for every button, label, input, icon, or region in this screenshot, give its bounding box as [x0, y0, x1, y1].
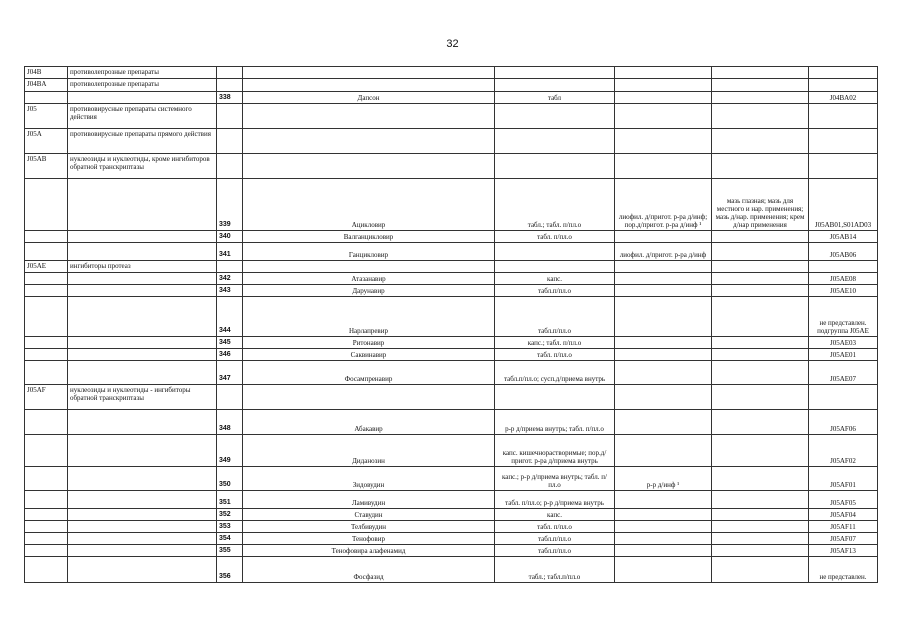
atc-code: J05AB14	[809, 231, 878, 243]
dosage-form-injection	[615, 557, 712, 583]
dosage-form-topical	[712, 261, 809, 273]
atc-group-name: нуклеозиды и нуклеотиды, кроме ингибиторов обратной транскриптазы	[68, 154, 217, 179]
atc-group-code	[25, 545, 68, 557]
drug-name: Ритонавир	[243, 337, 495, 349]
drug-name: Абакавир	[243, 410, 495, 435]
group-row	[25, 385, 878, 410]
dosage-form-topical	[712, 361, 809, 385]
dosage-form-injection	[615, 67, 712, 79]
drug-row	[25, 491, 878, 509]
atc-code: J05AE01	[809, 349, 878, 361]
row-number: 345	[217, 337, 243, 349]
dosage-form-oral	[495, 385, 615, 410]
drug-name: Диданозин	[243, 435, 495, 467]
atc-code: не представлен. подгруппа J05AE	[809, 297, 878, 337]
dosage-form-injection	[615, 385, 712, 410]
atc-group-code	[25, 231, 68, 243]
dosage-form-topical	[712, 435, 809, 467]
drug-name: Тенофовир	[243, 533, 495, 545]
dosage-form-oral: капс.; табл. п/пл.о	[495, 337, 615, 349]
row-number: 348	[217, 410, 243, 435]
drug-row	[25, 297, 878, 337]
atc-group-code: J04B	[25, 67, 68, 79]
atc-code	[809, 67, 878, 79]
dosage-form-topical	[712, 285, 809, 297]
atc-group-code	[25, 297, 68, 337]
drug-row	[25, 361, 878, 385]
drug-row	[25, 231, 878, 243]
drug-row	[25, 410, 878, 435]
dosage-form-topical	[712, 243, 809, 261]
atc-group-code	[25, 349, 68, 361]
dosage-form-oral	[495, 154, 615, 179]
dosage-form-injection	[615, 361, 712, 385]
dosage-form-oral: табл.; табл. п/пл.о	[495, 179, 615, 231]
atc-code: J05AE08	[809, 273, 878, 285]
atc-code	[809, 261, 878, 273]
drug-row	[25, 273, 878, 285]
atc-group-code	[25, 243, 68, 261]
row-number	[217, 79, 243, 92]
atc-group-code	[25, 92, 68, 104]
dosage-form-injection	[615, 154, 712, 179]
dosage-form-oral	[495, 129, 615, 154]
dosage-form-topical	[712, 533, 809, 545]
dosage-form-oral: капс. кишечнорастворимые; пор.д/пригот. р-ра д/приема внутрь	[495, 435, 615, 467]
row-number: 340	[217, 231, 243, 243]
drug-row	[25, 285, 878, 297]
atc-group-name	[68, 243, 217, 261]
row-number: 350	[217, 467, 243, 491]
dosage-form-oral	[495, 79, 615, 92]
dosage-form-topical	[712, 92, 809, 104]
dosage-form-oral: табл.; табл.п/пл.о	[495, 557, 615, 583]
group-row	[25, 67, 878, 79]
atc-group-code	[25, 467, 68, 491]
row-number	[217, 129, 243, 154]
group-row	[25, 154, 878, 179]
dosage-form-oral: табл.п/пл.о	[495, 297, 615, 337]
drug-name: Саквинавир	[243, 349, 495, 361]
atc-group-code	[25, 337, 68, 349]
drug-name	[243, 104, 495, 129]
drug-name: Ламивудин	[243, 491, 495, 509]
dosage-form-topical	[712, 104, 809, 129]
atc-group-name	[68, 557, 217, 583]
drug-row	[25, 521, 878, 533]
drug-name	[243, 261, 495, 273]
atc-group-code: J05AF	[25, 385, 68, 410]
group-row	[25, 104, 878, 129]
dosage-form-injection	[615, 349, 712, 361]
atc-group-name	[68, 179, 217, 231]
dosage-form-oral: табл.п/пл.о	[495, 545, 615, 557]
atc-group-code: J05A	[25, 129, 68, 154]
dosage-form-topical	[712, 129, 809, 154]
row-number: 353	[217, 521, 243, 533]
row-number	[217, 154, 243, 179]
dosage-form-injection: р-р д/инф ¹	[615, 467, 712, 491]
atc-group-name	[68, 297, 217, 337]
atc-code: J05AF05	[809, 491, 878, 509]
drug-name: Ганцикловир	[243, 243, 495, 261]
drug-row	[25, 179, 878, 231]
dosage-form-oral: табл.п/пл.о; сусп.д/приема внутрь	[495, 361, 615, 385]
row-number	[217, 261, 243, 273]
row-number: 341	[217, 243, 243, 261]
drug-row	[25, 92, 878, 104]
dosage-form-topical	[712, 557, 809, 583]
row-number: 349	[217, 435, 243, 467]
dosage-form-topical	[712, 79, 809, 92]
row-number: 346	[217, 349, 243, 361]
atc-group-name	[68, 349, 217, 361]
row-number: 352	[217, 509, 243, 521]
atc-group-name	[68, 285, 217, 297]
drug-row	[25, 545, 878, 557]
atc-group-name	[68, 435, 217, 467]
atc-code: J05AF13	[809, 545, 878, 557]
atc-code: J05AE10	[809, 285, 878, 297]
atc-group-name	[68, 491, 217, 509]
dosage-form-injection	[615, 273, 712, 285]
atc-group-name: нуклеозиды и нуклеотиды - ингибиторы обратной транскриптазы	[68, 385, 217, 410]
dosage-form-injection	[615, 521, 712, 533]
dosage-form-injection	[615, 231, 712, 243]
dosage-form-oral: табл. п/пл.о	[495, 231, 615, 243]
drug-name: Зидовудин	[243, 467, 495, 491]
dosage-form-oral: капс.	[495, 509, 615, 521]
atc-group-name	[68, 231, 217, 243]
atc-group-code	[25, 509, 68, 521]
atc-group-code	[25, 361, 68, 385]
atc-code: J05AF07	[809, 533, 878, 545]
drug-row	[25, 533, 878, 545]
dosage-form-topical: мазь глазная; мазь для местного и нар. применения; мазь д/нар. применения; крем д/нар применения	[712, 179, 809, 231]
atc-group-code	[25, 435, 68, 467]
atc-code	[809, 129, 878, 154]
drug-name: Дарунавир	[243, 285, 495, 297]
atc-group-name: противолепрозные препараты	[68, 67, 217, 79]
drug-name: Фосампренавир	[243, 361, 495, 385]
dosage-form-injection	[615, 297, 712, 337]
row-number: 356	[217, 557, 243, 583]
atc-group-code	[25, 557, 68, 583]
atc-code	[809, 79, 878, 92]
dosage-form-oral: табл. п/пл.о; р-р д/приема внутрь	[495, 491, 615, 509]
atc-code: J05AF06	[809, 410, 878, 435]
dosage-form-topical	[712, 154, 809, 179]
dosage-form-oral: табл. п/пл.о	[495, 349, 615, 361]
atc-group-name: противолепрозные препараты	[68, 79, 217, 92]
dosage-form-injection	[615, 79, 712, 92]
dosage-form-oral	[495, 104, 615, 129]
dosage-form-injection	[615, 104, 712, 129]
dosage-form-topical	[712, 297, 809, 337]
row-number: 354	[217, 533, 243, 545]
atc-group-name	[68, 545, 217, 557]
dosage-form-oral: табл. п/пл.о	[495, 521, 615, 533]
dosage-form-topical	[712, 545, 809, 557]
dosage-form-injection	[615, 545, 712, 557]
drug-name: Фосфазид	[243, 557, 495, 583]
atc-group-code	[25, 179, 68, 231]
row-number: 347	[217, 361, 243, 385]
drug-row	[25, 349, 878, 361]
dosage-form-oral	[495, 261, 615, 273]
dosage-form-oral	[495, 67, 615, 79]
atc-code: J05AF01	[809, 467, 878, 491]
drug-row	[25, 337, 878, 349]
atc-group-name	[68, 410, 217, 435]
row-number: 343	[217, 285, 243, 297]
dosage-form-topical	[712, 67, 809, 79]
row-number: 338	[217, 92, 243, 104]
atc-code: J05AF02	[809, 435, 878, 467]
dosage-form-injection	[615, 285, 712, 297]
atc-group-name	[68, 521, 217, 533]
drug-name	[243, 154, 495, 179]
dosage-form-oral: табл.п/пл.о	[495, 533, 615, 545]
group-row	[25, 79, 878, 92]
atc-group-name	[68, 337, 217, 349]
dosage-form-topical	[712, 509, 809, 521]
dosage-form-injection	[615, 435, 712, 467]
dosage-form-injection	[615, 509, 712, 521]
group-row	[25, 129, 878, 154]
atc-group-code	[25, 410, 68, 435]
drug-name: Нарлапревир	[243, 297, 495, 337]
drug-name: Телбивудин	[243, 521, 495, 533]
page-number: 32	[446, 38, 459, 50]
drug-name: Ацикловир	[243, 179, 495, 231]
atc-group-name	[68, 92, 217, 104]
drug-name: Валганцикловир	[243, 231, 495, 243]
atc-group-name	[68, 361, 217, 385]
atc-group-code: J05	[25, 104, 68, 129]
dosage-form-topical	[712, 385, 809, 410]
atc-group-name: ингибиторы протеаз	[68, 261, 217, 273]
atc-code: J05AE07	[809, 361, 878, 385]
dosage-form-oral: табл.п/пл.о	[495, 285, 615, 297]
dosage-form-oral: табл	[495, 92, 615, 104]
atc-code: J05AE03	[809, 337, 878, 349]
atc-group-code: J04BA	[25, 79, 68, 92]
dosage-form-topical	[712, 273, 809, 285]
atc-code: не представлен.	[809, 557, 878, 583]
dosage-form-topical	[712, 349, 809, 361]
dosage-form-topical	[712, 491, 809, 509]
atc-code: J05AB01,S01AD03	[809, 179, 878, 231]
dosage-form-oral	[495, 243, 615, 261]
dosage-form-injection: лиофил. д/пригот. р-ра д/инф	[615, 243, 712, 261]
atc-code: J05AB06	[809, 243, 878, 261]
atc-group-name: противовирусные препараты системного действия	[68, 104, 217, 129]
drug-list-table	[24, 66, 878, 583]
drug-row	[25, 467, 878, 491]
dosage-form-topical	[712, 521, 809, 533]
atc-group-code	[25, 521, 68, 533]
dosage-form-injection	[615, 337, 712, 349]
atc-code	[809, 385, 878, 410]
drug-row	[25, 435, 878, 467]
dosage-form-injection	[615, 410, 712, 435]
group-row	[25, 261, 878, 273]
dosage-form-oral: капс.; р-р д/приема внутрь; табл. п/пл.о	[495, 467, 615, 491]
drug-name: Тенофовира алафенамид	[243, 545, 495, 557]
drug-row	[25, 509, 878, 521]
drug-name	[243, 129, 495, 154]
atc-group-code	[25, 273, 68, 285]
drug-name: Ставудин	[243, 509, 495, 521]
dosage-form-injection	[615, 129, 712, 154]
row-number	[217, 104, 243, 129]
dosage-form-oral: р-р д/приема внутрь; табл. п/пл.о	[495, 410, 615, 435]
atc-group-name: противовирусные препараты прямого действия	[68, 129, 217, 154]
atc-code	[809, 104, 878, 129]
atc-code	[809, 154, 878, 179]
dosage-form-injection	[615, 533, 712, 545]
row-number: 342	[217, 273, 243, 285]
row-number: 339	[217, 179, 243, 231]
row-number	[217, 67, 243, 79]
atc-group-code	[25, 285, 68, 297]
atc-code: J04BA02	[809, 92, 878, 104]
atc-group-name	[68, 509, 217, 521]
dosage-form-injection: лиофил. д/пригот. р-ра д/инф; пор.д/пригот. р-ра д/инф ¹	[615, 179, 712, 231]
atc-group-code: J05AE	[25, 261, 68, 273]
drug-name	[243, 79, 495, 92]
dosage-form-injection	[615, 92, 712, 104]
dosage-form-topical	[712, 467, 809, 491]
drug-row	[25, 243, 878, 261]
dosage-form-injection	[615, 261, 712, 273]
atc-group-code	[25, 533, 68, 545]
drug-name: Атазанавир	[243, 273, 495, 285]
dosage-form-injection	[615, 491, 712, 509]
row-number: 344	[217, 297, 243, 337]
dosage-form-oral: капс.	[495, 273, 615, 285]
atc-group-code: J05AB	[25, 154, 68, 179]
dosage-form-topical	[712, 410, 809, 435]
drug-name	[243, 385, 495, 410]
atc-code: J05AF04	[809, 509, 878, 521]
dosage-form-topical	[712, 231, 809, 243]
atc-group-name	[68, 273, 217, 285]
row-number: 351	[217, 491, 243, 509]
atc-group-name	[68, 467, 217, 491]
drug-row	[25, 557, 878, 583]
row-number	[217, 385, 243, 410]
atc-code: J05AF11	[809, 521, 878, 533]
atc-group-code	[25, 491, 68, 509]
row-number: 355	[217, 545, 243, 557]
atc-group-name	[68, 533, 217, 545]
dosage-form-topical	[712, 337, 809, 349]
drug-name: Дапсон	[243, 92, 495, 104]
drug-name	[243, 67, 495, 79]
